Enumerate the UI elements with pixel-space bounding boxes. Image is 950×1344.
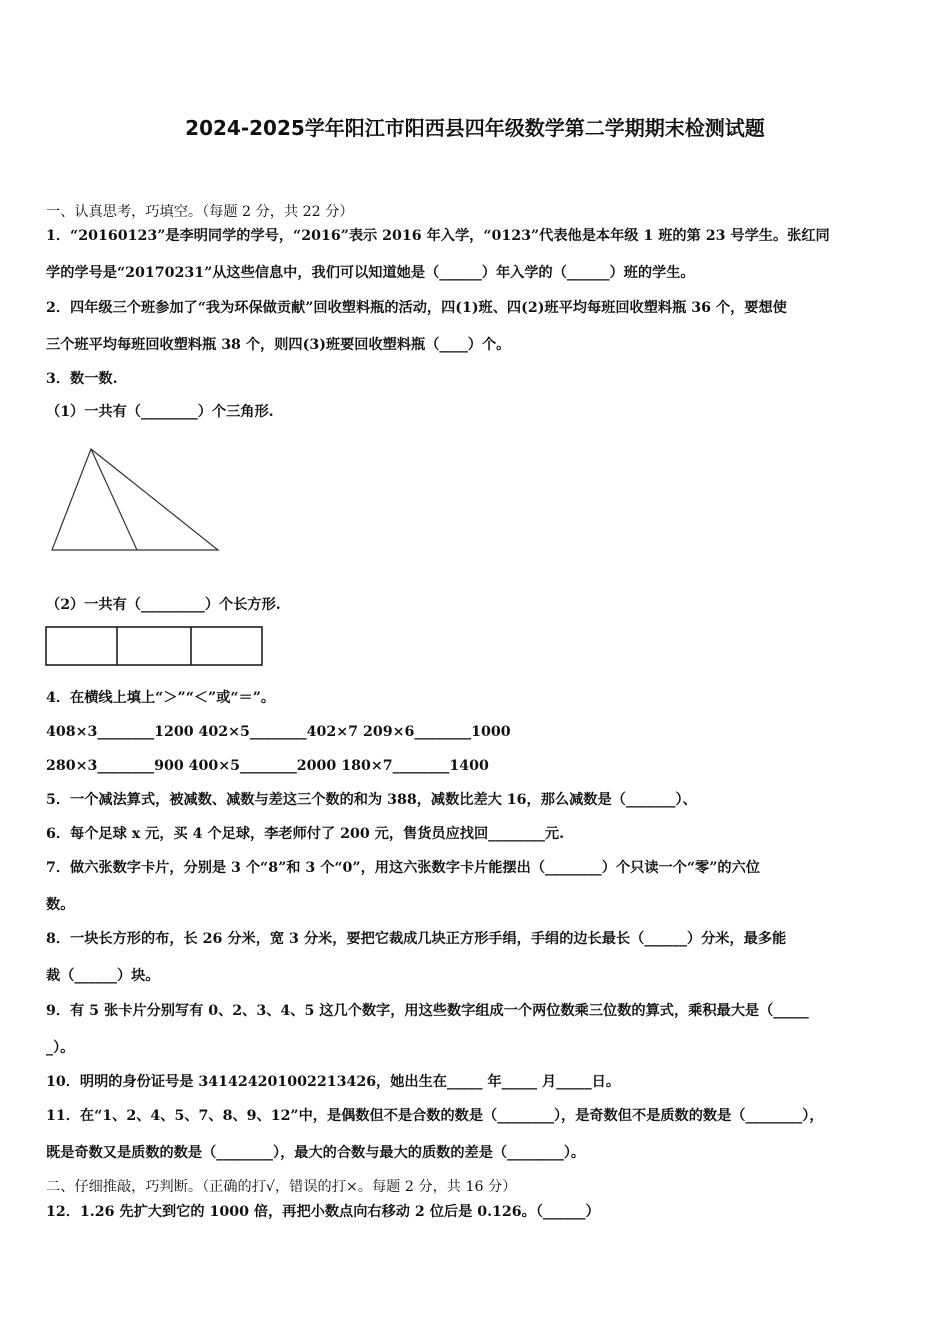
question-4-row-2: 280×3________900 400×5________2000 180×7________1400 — [46, 758, 489, 774]
question-2-line-1: 2．四年级三个班参加了“我为环保做贡献”回收塑料瓶的活动，四(1)班、四(2)班平均每班回收塑料瓶 36 个，要想使 — [46, 300, 787, 316]
question-8-line-1: 8．一块长方形的布，长 26 分米，宽 3 分米，要把它裁成几块正方形手绢，手绢的边长最长（______）分米，最多能 — [46, 931, 787, 947]
question-7-line-2: 数。 — [46, 897, 75, 913]
outer-triangle — [52, 449, 218, 550]
question-1-line-1: 1．“20160123”是李明同学的学号，“2016”表示 2016 年入学，“0123”代表他是本年级 1 班的第 23 号学生。张红同 — [46, 228, 830, 244]
triangle-figure — [46, 444, 226, 556]
question-2-line-2: 三个班平均每班回收塑料瓶 38 个，则四(3)班要回收塑料瓶（____）个。 — [46, 337, 511, 353]
question-3-part-2: （2）一共有（_________）个长方形. — [46, 597, 281, 613]
question-3-part-1: （1）一共有（________）个三角形. — [46, 404, 274, 420]
question-9-line-1: 9．有 5 张卡片分别写有 0、2、3、4、5 这几个数字，用这些数字组成一个两位数乘三位数的算式，乘积最大是（_____ — [46, 1003, 809, 1019]
section2-header: 二、仔细推敲，巧判断。（正确的打√，错误的打×。每题 2 分，共 16 分） — [46, 1179, 517, 1195]
question-6: 6．每个足球 x 元，买 4 个足球，李老师付了 200 元，售货员应找回________元. — [46, 826, 565, 842]
question-4-row-1: 408×3________1200 402×5________402×7 209×6________1000 — [46, 724, 511, 740]
question-4-intro: 4．在横线上填上“＞”“＜”或“＝”。 — [46, 690, 276, 706]
question-9-line-2: _）。 — [46, 1040, 75, 1056]
section1-header: 一、认真思考，巧填空。（每题 2 分，共 22 分） — [46, 204, 354, 220]
question-11-line-2: 既是奇数又是质数的数是（________），最大的合数与最大的质数的差是（________）。 — [46, 1145, 586, 1161]
question-8-line-2: 裁（______）块。 — [46, 968, 160, 984]
question-10: 10．明明的身份证号是 341424201002213426，她出生在_____ 年_____ 月_____日。 — [46, 1074, 621, 1090]
question-1-line-2: 学的学号是“20170231”从这些信息中，我们可以知道她是（______）年入学的（______）班的学生。 — [46, 265, 695, 281]
question-5: 5．一个减法算式，被减数、减数与差这三个数的和为 388，减数比差大 16，那么减数是（_______）、 — [46, 792, 697, 808]
page-title: 2024-2025学年阳江市阳西县四年级数学第二学期期末检测试题 — [185, 116, 765, 140]
outer-rectangle — [46, 627, 262, 665]
question-12: 12．1.26 先扩大到它的 1000 倍，再把小数点向右移动 2 位后是 0.126。（______） — [46, 1204, 600, 1220]
question-11-line-1: 11．在“1、2、4、5、7、8、9、12”中，是偶数但不是合数的数是（________），是奇数但不是质数的数是（________）， — [46, 1108, 824, 1124]
question-7-line-1: 7．做六张数字卡片，分别是 3 个“8”和 3 个“0”，用这六张数字卡片能摆出（________）个只读一个“零”的六位 — [46, 860, 760, 876]
rectangles-figure — [45, 626, 265, 668]
triangle-divider-line — [91, 449, 137, 550]
question-3-intro: 3．数一数. — [46, 371, 118, 387]
